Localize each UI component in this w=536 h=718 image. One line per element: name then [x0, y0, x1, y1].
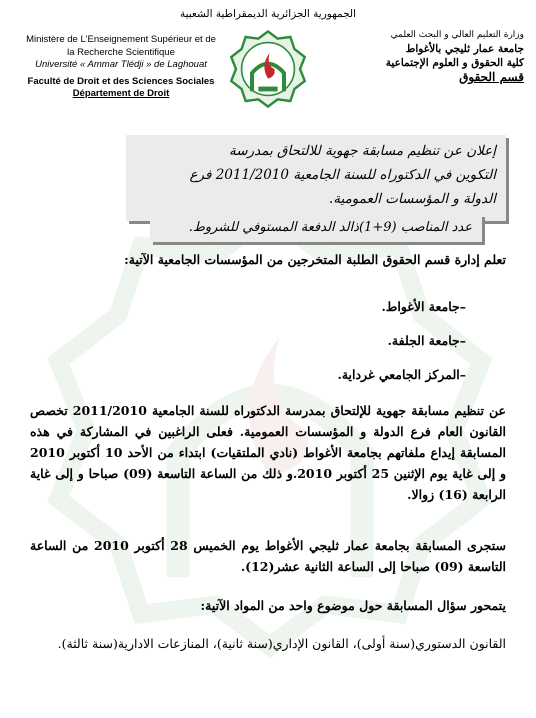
intro-line: تعلم إدارة قسم الحقوق الطلبة المتخرجين من المؤسسات الجامعية الآتية: [124, 252, 506, 267]
ministry-ar: وزارة التعليم العالي و البحث العلمي [390, 30, 524, 40]
ministry-line2: la Recherche Scientifique [67, 46, 175, 58]
announcement-title-box [126, 135, 506, 221]
institution-item: –جامعة الجلفة. [387, 333, 466, 348]
paragraph-exam-date: ستجرى المسابقة بجامعة عمار ثليجي الأغواط يوم الخميس 28 أكتوبر 2010 من الساعة التاسعة (09) صباحا إلى الساعة الثانية عشر(12). [30, 538, 506, 574]
university-name-fr: Université « Ammar Tlédji » de Laghouat [35, 59, 207, 70]
paragraph-subjects: القانون الدستوري(سنة أولى)، القانون الإداري(سنة ثانية)، المنازعات الادارية(سنة ثالثة). [57, 636, 506, 651]
faculty-name-ar: كلية الحقوق و العلوم الإجتماعية [385, 57, 524, 69]
title-line1: إعلان عن تنظيم مسابقة جهوية للالتحاق بمدرسة [229, 143, 496, 159]
institution-item: –المركز الجامعي غرداية. [337, 367, 466, 382]
institution-item: –جامعة الأغواط. [381, 299, 466, 314]
title-line3: الدولة و المؤسسات العمومية. [328, 191, 496, 207]
department-name-fr: Département de Droit [72, 88, 170, 99]
department-name-ar: قسم الحقوق [459, 70, 524, 84]
republic-header: الجمهورية الجزائرية الديمقراطية الشعبية [179, 8, 357, 20]
university-name-ar: جامعة عمار ثليجي بالأغواط [405, 43, 524, 55]
title-line2: التكوين في الدكتوراه للسنة الجامعية 2011/2010 فرع [189, 167, 496, 183]
posts-count: عدد المناصب (9+1)ذالد الدفعة المستوفي للشروط. [188, 220, 472, 235]
header-left-french [12, 34, 230, 101]
university-logo [228, 28, 308, 110]
header-right-arabic [324, 28, 524, 84]
ministry-line1: Ministère de L'Enseignement Supérieur et de [26, 34, 216, 45]
posts-count-box [150, 214, 482, 242]
paragraph-registration: عن تنظيم مسابقة جهوية للإلتحاق بمدرسة الدكتوراه للسنة الجامعية 2011/2010 تخصص القانون العام فرع الدولة و المؤسسات العمومية. فعلى الراغبين في المشاركة في هذه المسابقة إيداع ملفاتهم بجامعة الأغواط (نادي الملتقيات) ابتداء من الأحد 10 أكتوبر 2010 و إلى غاية يوم الإثنين 25 أكتوبر 2010.و ذلك من الساعة التاسعة (09) صباحا و إلى غاية الرابعة (16) زوالا. [30, 403, 507, 502]
paragraph-subjects-intro: يتمحور سؤال المسابقة حول موضوع واحد من المواد الآتية: [200, 598, 506, 613]
faculty-name-fr: Faculté de Droit et des Sciences Sociales [27, 75, 215, 87]
institutions-list [337, 290, 466, 392]
